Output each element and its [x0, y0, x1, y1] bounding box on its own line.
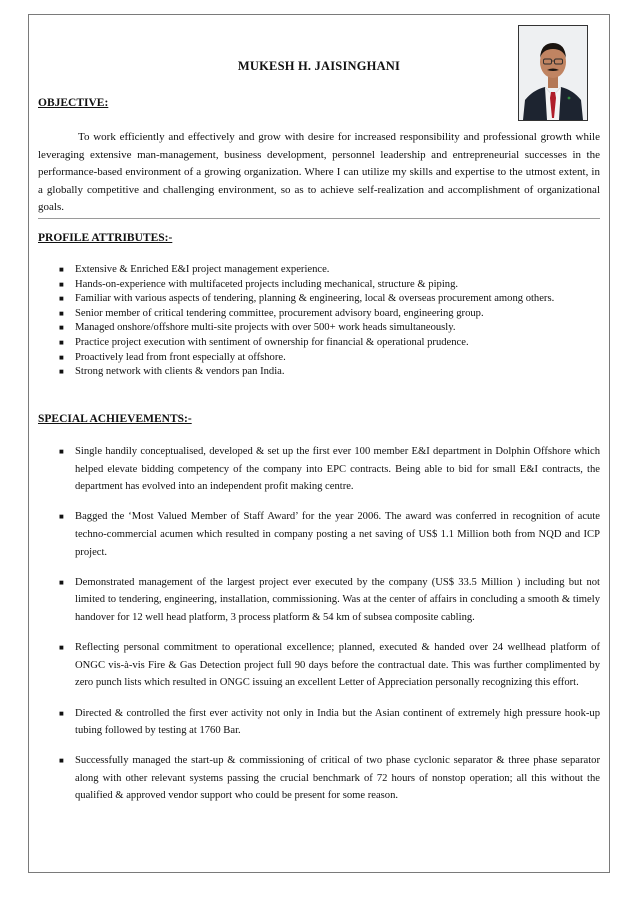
bullet-icon: ■ [59, 308, 64, 318]
profile-photo [518, 25, 588, 121]
list-item: ■ Managed onshore/offshore multi-site projects with over 500+ work heads simultaneously. [75, 321, 600, 336]
list-item: ■ Reflecting personal commitment to operational excellence; planned, executed & handed over 24 wellhead platform of ONGC vis-à-vis Fire & Gas Detection project full 90 days before the contractual date. This was further complimented by zero punch lists which resulted in ONGC issuing an excellent Letter of Appreciation personally recognizing this effort. [75, 639, 600, 692]
bullet-icon: ■ [59, 447, 64, 456]
bullet-icon: ■ [59, 352, 64, 362]
bullet-icon: ■ [59, 323, 64, 333]
list-item: ■ Hands-on-experience with multifaceted projects including mechanical, structure & piping. [75, 278, 600, 293]
bullet-icon: ■ [59, 577, 64, 587]
bullet-icon: ■ [59, 756, 64, 766]
profile-list [59, 263, 600, 380]
list-item: ■ Directed & controlled the first ever activity not only in India but the Asian continent of extremely high pressure hook-up tubing followed by testing at 1760 Bar. [75, 705, 600, 740]
bullet-icon: ■ [59, 512, 64, 522]
list-item: ■ Senior member of critical tendering committee, procurement advisory board, engineering group. [75, 307, 600, 322]
bullet-icon: ■ [59, 337, 64, 347]
profile-heading: PROFILE ATTRIBUTES:- [38, 232, 173, 244]
resume-page [28, 14, 610, 873]
bullet-icon: ■ [59, 294, 64, 304]
list-item: ■ Extensive & Enriched E&I project management experience. [75, 263, 600, 278]
list-item: ■ Demonstrated management of the largest project ever executed by the company (US$ 33.5 Million ) including but not limited to tendering, engineering, installation, commissioning. Was at the center of affairs in concluding a smooth & timely handover for 12 well head platform, 3 process platform & 54 km of subsea composite cabling. [75, 574, 600, 627]
list-item: ■ Single handily conceptualised, developed & set up the first ever 100 member E&I department in Dolphin Offshore which helped elevate bidding competency of the company into EPC contracts. Being able to bid for small E&I contracts, the department has evolved into an independent profit making centre. [75, 443, 600, 496]
list-item: ■ Practice project execution with sentiment of ownership for financial & operational prudence. [75, 336, 600, 351]
objective-heading: OBJECTIVE: [38, 97, 109, 109]
list-item: ■ Bagged the ‘Most Valued Member of Staff Award’ for the year 2006. The award was conferred in recognition of acute techno-commercial acumen which resulted in company posting a net saving of US$ 1.1 Million both from NQD and ICP project. [75, 508, 600, 561]
section-divider [38, 218, 600, 219]
bullet-icon: ■ [59, 367, 64, 377]
achievements-list [59, 443, 600, 818]
achievements-heading: SPECIAL ACHIEVEMENTS:- [38, 413, 192, 425]
bullet-icon: ■ [59, 708, 64, 718]
list-item: ■ Proactively lead from front especially at offshore. [75, 351, 600, 366]
bullet-icon: ■ [59, 265, 64, 274]
bullet-icon: ■ [59, 279, 64, 289]
bullet-icon: ■ [59, 643, 64, 653]
list-item: ■ Successfully managed the start-up & commissioning of critical of two phase cyclonic separator & three phase separator along with other relevant systems passing the crucial benchmark of 72 hours of nonstop operation; all this without the qualified & approved vendor support who could be present for some reason. [75, 752, 600, 805]
list-item: ■ Familiar with various aspects of tendering, planning & engineering, local & overseas procurement among others. [75, 292, 600, 307]
candidate-name: MUKESH H. JAISINGHANI [237, 59, 401, 73]
objective-text: To work efficiently and effectively and grow with desire for increased responsibility and professional growth while leveraging extensive man-management, business development, personnel leadership and entrepreneurial successes in the performance-based environment of a growing organization. Where I can utilize my skills and expertise to the utmost extent, in a globally competitive and challenging environment, so as to achieve self-realization and accomplishment of organizational goals. [38, 131, 600, 213]
list-item: ■ Strong network with clients & vendors pan India. [75, 365, 600, 380]
